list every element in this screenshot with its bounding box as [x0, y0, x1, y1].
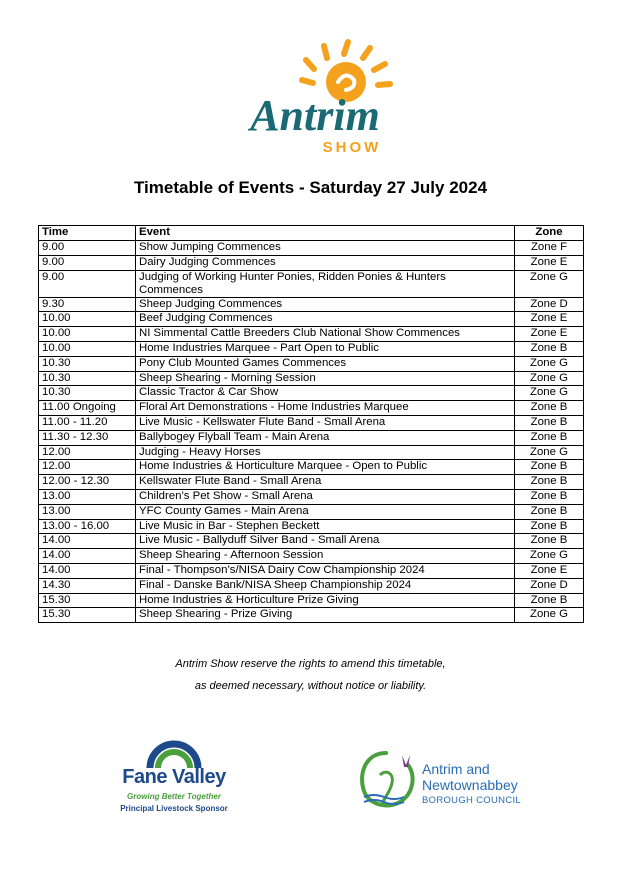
antrim-show-logo [220, 38, 410, 158]
row-time: 9.00 [39, 270, 136, 297]
row-event: Children’s Pet Show - Small Arena [136, 489, 515, 504]
row-zone: Zone B [515, 504, 584, 519]
row-time: 13.00 [39, 489, 136, 504]
row-zone: Zone B [515, 519, 584, 534]
logo-subtitle: SHOW [322, 139, 382, 156]
row-zone: Zone B [515, 341, 584, 356]
row-zone: Zone F [515, 241, 584, 256]
row-event: Home Industries & Horticulture Marquee - Open to Public [136, 460, 515, 475]
table-row [39, 297, 584, 312]
row-event: Sheep Shearing - Afternoon Session [136, 549, 515, 564]
page-title: Timetable of Events - Saturday 27 July 2024 [133, 178, 488, 197]
row-time: 11.00 Ongoing [39, 401, 136, 416]
row-time: 11.30 - 12.30 [39, 430, 136, 445]
row-time: 12.00 [39, 460, 136, 475]
row-event: Judging - Heavy Horses [136, 445, 515, 460]
row-event: Home Industries Marquee - Part Open to Public [136, 341, 515, 356]
row-event: Home Industries & Horticulture Prize Giving [136, 593, 515, 608]
table-row [39, 327, 584, 342]
row-zone: Zone B [515, 460, 584, 475]
table-row [39, 255, 584, 270]
row-zone: Zone B [515, 593, 584, 608]
table-row [39, 475, 584, 490]
row-time: 12.00 [39, 445, 136, 460]
row-zone: Zone D [515, 297, 584, 312]
table-row [39, 489, 584, 504]
table-row [39, 549, 584, 564]
row-zone: Zone E [515, 563, 584, 578]
row-event: Final - Danske Bank/NISA Sheep Championship 2024 [136, 578, 515, 593]
table-row [39, 445, 584, 460]
table-row [39, 386, 584, 401]
row-time: 13.00 - 16.00 [39, 519, 136, 534]
row-time: 14.00 [39, 534, 136, 549]
council-emblem-icon [356, 745, 420, 815]
row-event: YFC County Games - Main Arena [136, 504, 515, 519]
table-row [39, 460, 584, 475]
row-time: 14.00 [39, 549, 136, 564]
council-name-line-1: Antrim and [422, 761, 490, 777]
row-zone: Zone B [515, 415, 584, 430]
disclaimer-line-1: Antrim Show reserve the rights to amend this timetable, [175, 658, 446, 670]
sponsor-tagline: Growing Better Together [127, 792, 221, 801]
table-row [39, 519, 584, 534]
header-zone: Zone [515, 226, 584, 241]
row-time: 9.00 [39, 241, 136, 256]
row-time: 10.30 [39, 371, 136, 386]
council-name-line-3: BOROUGH COUNCIL [422, 795, 521, 806]
row-zone: Zone G [515, 608, 584, 623]
row-time: 14.00 [39, 563, 136, 578]
row-event: Sheep Judging Commences [136, 297, 515, 312]
row-time: 15.30 [39, 593, 136, 608]
table-row [39, 608, 584, 623]
row-time: 9.30 [39, 297, 136, 312]
disclaimer [0, 653, 621, 697]
council-name-line-2: Newtownabbey [422, 777, 518, 793]
row-zone: Zone B [515, 401, 584, 416]
row-zone: Zone E [515, 327, 584, 342]
row-zone: Zone D [515, 578, 584, 593]
row-zone: Zone G [515, 371, 584, 386]
table-row [39, 312, 584, 327]
table-row [39, 401, 584, 416]
header-time: Time [39, 226, 136, 241]
row-zone: Zone B [515, 430, 584, 445]
row-event: NI Simmental Cattle Breeders Club National Show Commences [136, 327, 515, 342]
row-event: Floral Art Demonstrations - Home Industries Marquee [136, 401, 515, 416]
row-zone: Zone E [515, 255, 584, 270]
row-event: Ballybogey Flyball Team - Main Arena [136, 430, 515, 445]
timetable [38, 225, 584, 623]
row-zone: Zone G [515, 386, 584, 401]
row-time: 13.00 [39, 504, 136, 519]
sun-logo-icon [220, 38, 410, 158]
table-row [39, 356, 584, 371]
table-row [39, 415, 584, 430]
table-header-row [39, 226, 584, 241]
row-zone: Zone B [515, 534, 584, 549]
row-event: Sheep Shearing - Morning Session [136, 371, 515, 386]
row-zone: Zone B [515, 489, 584, 504]
row-zone: Zone G [515, 549, 584, 564]
row-event: Classic Tractor & Car Show [136, 386, 515, 401]
row-event: Live Music in Bar - Stephen Beckett [136, 519, 515, 534]
table-row [39, 241, 584, 256]
logo-wordmark: Antrim [250, 91, 380, 140]
table-row [39, 371, 584, 386]
fane-valley-logo [104, 740, 244, 820]
row-zone: Zone G [515, 445, 584, 460]
row-time: 9.00 [39, 255, 136, 270]
table-row [39, 593, 584, 608]
row-event: Final - Thompson’s/NISA Dairy Cow Championship 2024 [136, 563, 515, 578]
row-time: 12.00 - 12.30 [39, 475, 136, 490]
sponsor-name: Fane Valley [122, 766, 226, 788]
row-event: Live Music - Ballyduff Silver Band - Small Arena [136, 534, 515, 549]
table-row [39, 578, 584, 593]
row-time: 10.30 [39, 356, 136, 371]
row-zone: Zone E [515, 312, 584, 327]
header-event: Event [136, 226, 515, 241]
table-row [39, 341, 584, 356]
row-time: 15.30 [39, 608, 136, 623]
row-time: 10.00 [39, 312, 136, 327]
row-time: 11.00 - 11.20 [39, 415, 136, 430]
row-time: 10.00 [39, 341, 136, 356]
row-zone: Zone G [515, 270, 584, 297]
row-time: 10.30 [39, 386, 136, 401]
row-event: Beef Judging Commences [136, 312, 515, 327]
row-event: Live Music - Kellswater Flute Band - Small Arena [136, 415, 515, 430]
sponsor-role: Principal Livestock Sponsor [120, 804, 228, 813]
timetable-body [39, 241, 584, 623]
row-event: Pony Club Mounted Games Commences [136, 356, 515, 371]
row-time: 10.00 [39, 327, 136, 342]
row-event: Kellswater Flute Band - Small Arena [136, 475, 515, 490]
row-event: Show Jumping Commences [136, 241, 515, 256]
row-zone: Zone B [515, 475, 584, 490]
row-event: Dairy Judging Commences [136, 255, 515, 270]
table-row [39, 270, 584, 297]
table-row [39, 430, 584, 445]
row-event: Judging of Working Hunter Ponies, Ridden Ponies & Hunters Commences [136, 270, 515, 297]
row-event: Sheep Shearing - Prize Giving [136, 608, 515, 623]
disclaimer-line-2: as deemed necessary, without notice or liability. [194, 680, 427, 692]
table-row [39, 534, 584, 549]
row-time: 14.30 [39, 578, 136, 593]
row-zone: Zone G [515, 356, 584, 371]
table-row [39, 504, 584, 519]
table-row [39, 563, 584, 578]
council-logo [356, 745, 556, 815]
